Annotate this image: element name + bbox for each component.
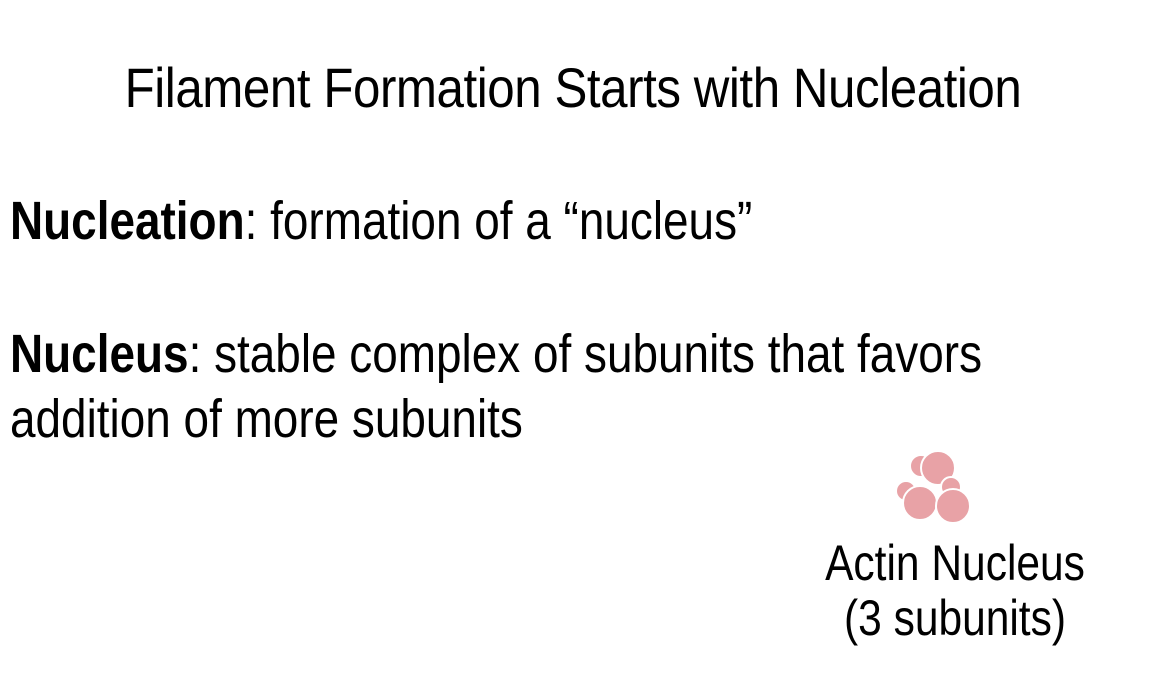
actin-subunit-group bbox=[896, 451, 970, 523]
actin-nucleus-icon bbox=[888, 438, 983, 533]
definition-nucleation bbox=[10, 189, 752, 254]
definition-nucleus-text-line1: : stable complex of subunits that favors bbox=[188, 324, 983, 384]
slide-title: Filament Formation Starts with Nucleation bbox=[124, 56, 1022, 119]
term-nucleus: Nucleus bbox=[10, 324, 189, 384]
actin-subunit-lobe bbox=[936, 489, 970, 523]
figure-caption-line1: Actin Nucleus bbox=[825, 535, 1085, 591]
term-nucleation: Nucleation bbox=[10, 191, 245, 251]
actin-subunit-lobe bbox=[903, 486, 937, 520]
definition-nucleus-line1 bbox=[10, 322, 982, 387]
figure-caption-line2: (3 subunits) bbox=[843, 590, 1067, 646]
definition-nucleation-text: : formation of a “nucleus” bbox=[244, 191, 753, 251]
definition-nucleus-text-line2: addition of more subunits bbox=[10, 389, 523, 449]
definition-nucleus bbox=[10, 322, 982, 452]
figure-caption bbox=[789, 536, 1121, 646]
definition-nucleation-line bbox=[10, 189, 752, 254]
